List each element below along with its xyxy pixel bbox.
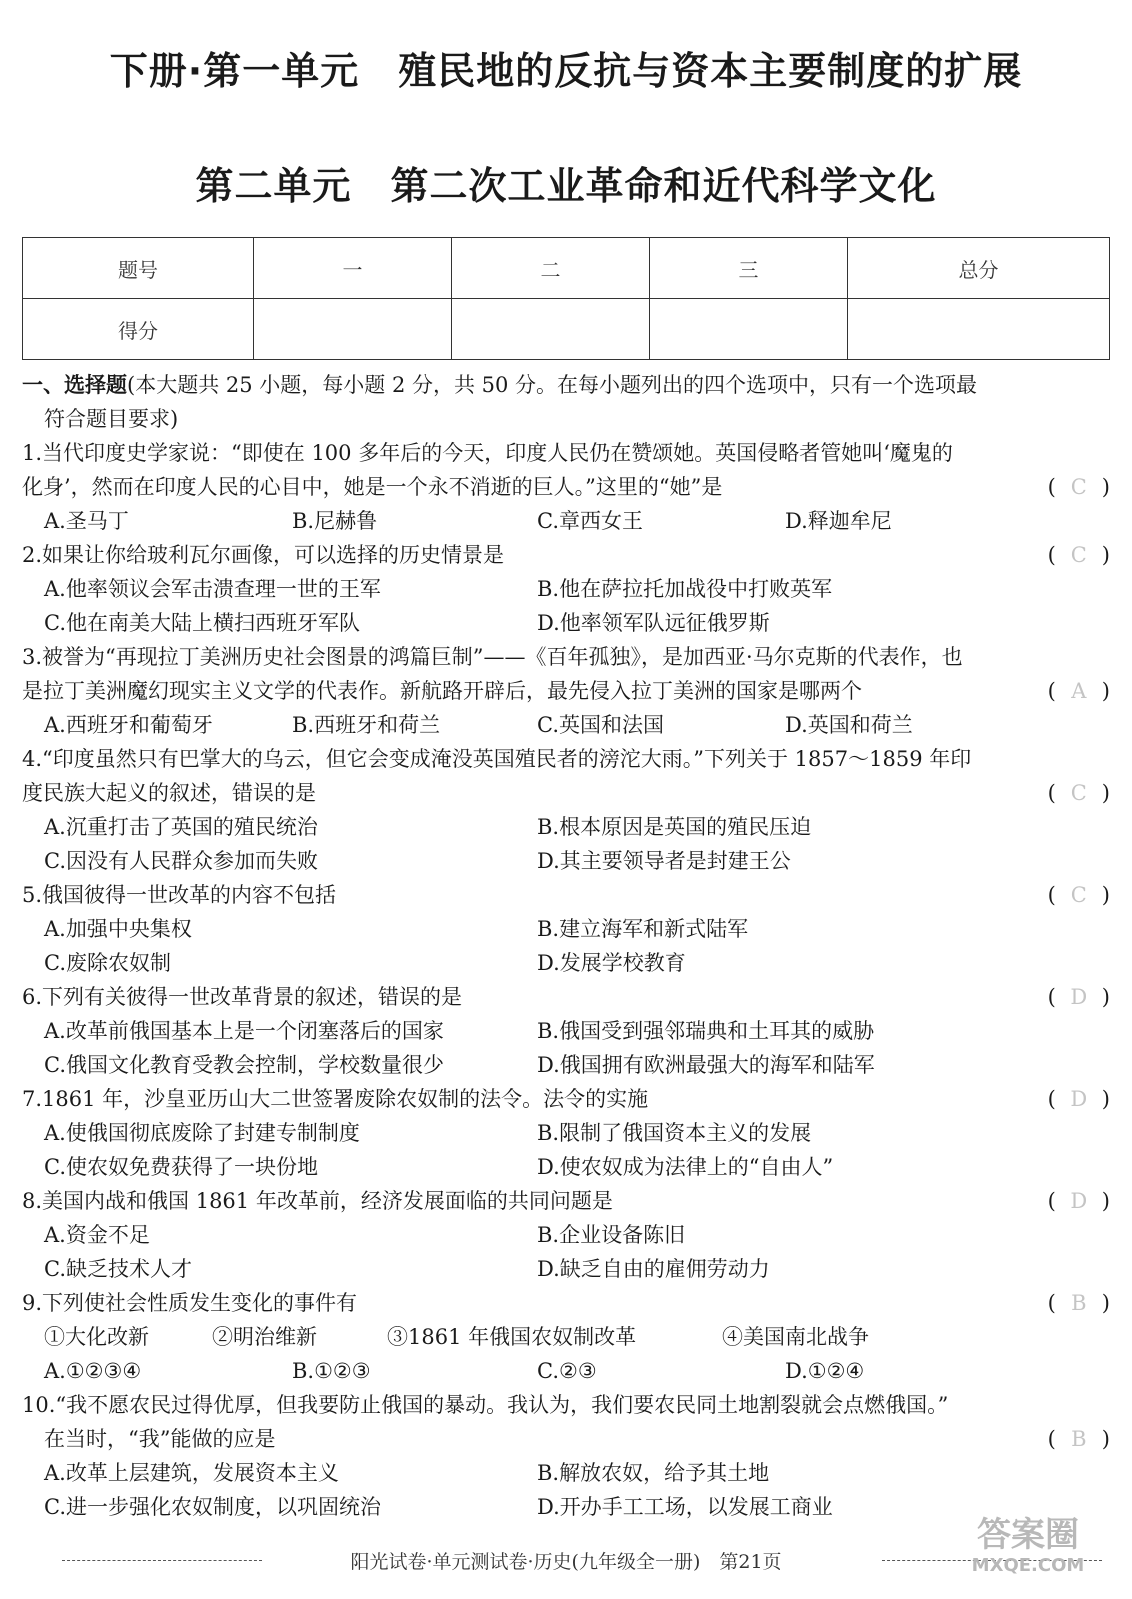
option: C.②③ [537, 1359, 597, 1383]
option: A.改革前俄国基本上是一个闭塞落后的国家 [44, 1019, 444, 1043]
option: D.发展学校教育 [537, 951, 686, 975]
option-row [22, 606, 1112, 640]
question-item: ④美国南北战争 [722, 1325, 869, 1349]
option: A.西班牙和葡萄牙 [44, 713, 213, 737]
score-header-cell: 总分 [848, 238, 1110, 299]
question-stem [22, 1082, 1112, 1116]
option-row [22, 1490, 1112, 1524]
answer-mark: D [1070, 985, 1088, 1009]
option-row [22, 1218, 1112, 1252]
question-stem [22, 742, 1112, 776]
question-text: 度民族大起义的叙述，错误的是 [22, 781, 316, 805]
answer-bracket[interactable]: ( C ) [1048, 470, 1110, 504]
option: A.圣马丁 [44, 509, 129, 533]
score-cell[interactable] [452, 299, 650, 360]
option: B.①②③ [292, 1359, 371, 1383]
score-header-cell: 一 [254, 238, 452, 299]
option-row [22, 1150, 1112, 1184]
option-row [22, 1456, 1112, 1490]
option: D.①②④ [785, 1359, 865, 1383]
answer-mark: C [1070, 475, 1087, 499]
question-text: 在当时，“我”能做的应是 [44, 1427, 276, 1451]
answer-mark: B [1071, 1427, 1087, 1451]
score-header-cell: 题号 [23, 238, 254, 299]
option: A.沉重打击了英国的殖民统治 [44, 815, 318, 839]
answer-bracket[interactable]: ( B ) [1048, 1286, 1110, 1320]
question-text: 4.“印度虽然只有巴掌大的乌云，但它会变成淹没英国殖民者的滂沱大雨。”下列关于 1857～1859 年印 [22, 747, 972, 771]
question-stem [22, 878, 1112, 912]
option-row [22, 504, 1112, 538]
section-desc: (本大题共 25 小题，每小题 2 分，共 50 分。在每小题列出的四个选项中，只有一个选项最 [127, 373, 978, 397]
option: B.建立海军和新式陆军 [537, 917, 749, 941]
section-desc-cont: 符合题目要求) [44, 407, 179, 431]
answer-mark: D [1070, 1087, 1088, 1111]
question-item: ①大化改新 [44, 1325, 149, 1349]
option: D.其主要领导者是封建王公 [537, 849, 791, 873]
option-row [22, 912, 1112, 946]
question-item: ③1861 年俄国农奴制改革 [387, 1325, 637, 1349]
question-text: 2.如果让你给玻利瓦尔画像，可以选择的历史情景是 [22, 543, 505, 567]
answer-bracket[interactable]: ( D ) [1048, 1082, 1110, 1116]
answer-mark: C [1070, 781, 1087, 805]
score-header-cell: 三 [650, 238, 848, 299]
score-cell[interactable] [650, 299, 848, 360]
option-row [22, 844, 1112, 878]
question-item: ②明治维新 [212, 1325, 317, 1349]
answer-bracket[interactable]: ( C ) [1048, 538, 1110, 572]
answer-bracket[interactable]: ( C ) [1048, 878, 1110, 912]
score-table-header-row [23, 238, 1110, 299]
answer-mark: B [1071, 1291, 1087, 1315]
answer-bracket[interactable]: ( B ) [1048, 1422, 1110, 1456]
option: C.英国和法国 [537, 713, 664, 737]
question-stem [22, 980, 1112, 1014]
question-stem [22, 538, 1112, 572]
question-stem [22, 674, 1112, 708]
option: B.限制了俄国资本主义的发展 [537, 1121, 812, 1145]
option: B.他在萨拉托加战役中打败英军 [537, 577, 833, 601]
question-text: 7.1861 年，沙皇亚历山大二世签署废除农奴制的法令。法令的实施 [22, 1087, 649, 1111]
answer-bracket[interactable]: ( A ) [1048, 674, 1110, 708]
option: D.开办手工工场，以发展工商业 [537, 1495, 833, 1519]
option: B.解放农奴，给予其土地 [537, 1461, 770, 1485]
option: D.释迦牟尼 [785, 509, 892, 533]
option: C.使农奴免费获得了一块份地 [44, 1155, 318, 1179]
option-row [22, 572, 1112, 606]
score-row-label: 得分 [23, 299, 254, 360]
section-header [22, 368, 1112, 402]
question-text: 化身’，然而在印度人民的心目中，她是一个永不消逝的巨人。”这里的“她”是 [22, 475, 723, 499]
option: A.①②③④ [44, 1359, 142, 1383]
option-row [22, 1014, 1112, 1048]
option-row [22, 1116, 1112, 1150]
question-stem [22, 470, 1112, 504]
answer-mark: C [1070, 883, 1087, 907]
score-table [22, 237, 1110, 360]
question-text: 9.下列使社会性质发生变化的事件有 [22, 1291, 358, 1315]
option: B.西班牙和荷兰 [292, 713, 441, 737]
question-stem [22, 436, 1112, 470]
option: D.缺乏自由的雇佣劳动力 [537, 1257, 770, 1281]
score-cell[interactable] [848, 299, 1110, 360]
question-text: 8.美国内战和俄国 1861 年改革前，经济发展面临的共同问题是 [22, 1189, 613, 1213]
score-cell[interactable] [254, 299, 452, 360]
question-stem [22, 776, 1112, 810]
option: A.使俄国彻底废除了封建专制制度 [44, 1121, 360, 1145]
answer-bracket[interactable]: ( D ) [1048, 1184, 1110, 1218]
answer-mark: A [1071, 679, 1087, 703]
answer-mark: C [1070, 543, 1087, 567]
option-row [22, 1252, 1112, 1286]
watermark-logo [958, 1515, 1098, 1585]
watermark-url: MXQE.COM [971, 1555, 1085, 1576]
option: D.他率领军队远征俄罗斯 [537, 611, 770, 635]
question-text: 是拉丁美洲魔幻现实主义文学的代表作。新航路开辟后，最先侵入拉丁美洲的国家是哪两个 [22, 679, 862, 703]
page-title-line2: 第二单元 第二次工业革命和近代科学文化 [195, 164, 937, 208]
option-row [22, 946, 1112, 980]
question-items [22, 1320, 1112, 1354]
question-text: 10.“我不愿农民过得优厚，但我要防止俄国的暴动。我认为，我们要农民同土地割裂就会点燃俄国。” [22, 1393, 949, 1417]
answer-bracket[interactable]: ( D ) [1048, 980, 1110, 1014]
footer-text: 阳光试卷·单元测试卷·历史(九年级全一册) 第21页 [350, 1551, 782, 1573]
section-title: 一、选择题 [22, 373, 127, 397]
option: C.俄国文化教育受教会控制，学校数量很少 [44, 1053, 444, 1077]
option-row [22, 708, 1112, 742]
option: C.他在南美大陆上横扫西班牙军队 [44, 611, 360, 635]
answer-mark: D [1070, 1189, 1088, 1213]
option: D.英国和荷兰 [785, 713, 913, 737]
option-row [22, 810, 1112, 844]
option-row [22, 1048, 1112, 1082]
option: B.企业设备陈旧 [537, 1223, 686, 1247]
question-text: 6.下列有关彼得一世改革背景的叙述，错误的是 [22, 985, 463, 1009]
question-text: 5.俄国彼得一世改革的内容不包括 [22, 883, 337, 907]
option-row [22, 1354, 1112, 1388]
option: C.章西女王 [537, 509, 643, 533]
option: B.尼赫鲁 [292, 509, 378, 533]
option: A.改革上层建筑，发展资本主义 [44, 1461, 339, 1485]
score-header-cell: 二 [452, 238, 650, 299]
question-stem [22, 1388, 1112, 1422]
option: A.他率领议会军击溃查理一世的王军 [44, 577, 381, 601]
question-stem [22, 1286, 1112, 1320]
option: C.废除农奴制 [44, 951, 171, 975]
score-table-score-row [23, 299, 1110, 360]
answer-bracket[interactable]: ( C ) [1048, 776, 1110, 810]
option: D.使农奴成为法律上的“自由人” [537, 1155, 834, 1179]
question-list [22, 368, 1112, 1524]
option: D.俄国拥有欧洲最强大的海军和陆军 [537, 1053, 875, 1077]
option: C.进一步强化农奴制度，以巩固统治 [44, 1495, 381, 1519]
option: A.资金不足 [44, 1223, 150, 1247]
question-text: 3.被誉为“再现拉丁美洲历史社会图景的鸿篇巨制”——《百年孤独》，是加西亚·马尔克斯的代表作，也 [22, 645, 963, 669]
option: B.俄国受到强邻瑞典和土耳其的威胁 [537, 1019, 875, 1043]
option: A.加强中央集权 [44, 917, 192, 941]
page-title-line1: 下册·第一单元 殖民地的反抗与资本主要制度的扩展 [109, 49, 1023, 93]
option: C.缺乏技术人才 [44, 1257, 192, 1281]
page-footer [22, 1545, 1110, 1575]
question-stem [22, 640, 1112, 674]
watermark-text: 答案圈 [977, 1515, 1079, 1555]
option: C.因没有人民群众参加而失败 [44, 849, 318, 873]
question-stem [22, 1184, 1112, 1218]
question-text: 1.当代印度史学家说：“即使在 100 多年后的今天，印度人民仍在赞颂她。英国侵略者管她叫‘魔鬼的 [22, 441, 953, 465]
option: B.根本原因是英国的殖民压迫 [537, 815, 812, 839]
question-stem [22, 1422, 1112, 1456]
